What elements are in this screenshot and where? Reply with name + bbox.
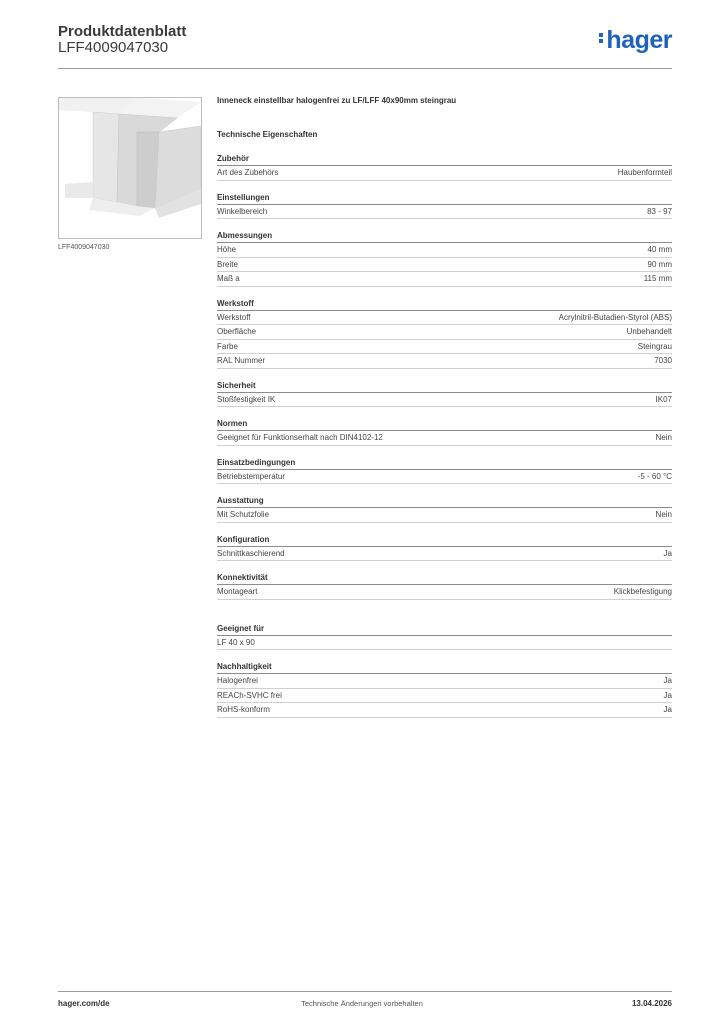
section-title: Normen bbox=[217, 418, 672, 431]
property-row bbox=[217, 166, 672, 181]
property-value: 83 - 97 bbox=[647, 206, 672, 216]
property-row bbox=[217, 508, 672, 523]
document-title: Produktdatenblatt bbox=[58, 23, 187, 40]
property-value: Haubenformteil bbox=[617, 168, 672, 177]
property-label: Betriebstemperatur bbox=[217, 471, 286, 481]
property-row bbox=[217, 636, 672, 651]
property-label: Maß a bbox=[217, 274, 240, 283]
property-label: Höhe bbox=[217, 245, 237, 254]
property-label: Montageart bbox=[217, 587, 258, 596]
property-value: Nein bbox=[655, 433, 672, 442]
property-row bbox=[217, 470, 672, 485]
property-section bbox=[217, 623, 672, 651]
footer-date: 13.04.2026 bbox=[631, 999, 672, 1008]
property-label: Farbe bbox=[217, 341, 238, 351]
property-label: Werkstoff bbox=[217, 312, 251, 322]
property-label: Mit Schutzfolie bbox=[217, 510, 270, 519]
property-value: Ja bbox=[663, 705, 672, 714]
section-title: Einstellungen bbox=[217, 192, 672, 205]
property-value: 115 mm bbox=[643, 274, 672, 283]
header-divider bbox=[58, 68, 672, 69]
property-section bbox=[217, 661, 672, 718]
property-value: 7030 bbox=[654, 356, 672, 365]
properties-panel bbox=[217, 96, 672, 718]
property-label: Geeignet für Funktionserhalt nach DIN4102-12 bbox=[217, 433, 383, 442]
product-name: Inneneck einstellbar halogenfrei zu LF/LFF 40x90mm steingrau bbox=[217, 96, 457, 105]
property-section bbox=[217, 298, 672, 369]
property-section bbox=[217, 418, 672, 446]
property-value: Acrylnitril-Butadien-Styrol (ABS) bbox=[558, 312, 672, 322]
property-row bbox=[217, 311, 672, 326]
property-value: 40 mm bbox=[647, 245, 672, 254]
footer-divider bbox=[58, 991, 672, 992]
property-section bbox=[217, 153, 672, 181]
property-section bbox=[217, 457, 672, 485]
property-label: REACh-SVHC frei bbox=[217, 690, 282, 700]
property-sections bbox=[217, 153, 672, 718]
image-caption: LFF4009047030 bbox=[58, 244, 110, 251]
property-label: Schnittkaschierend bbox=[217, 548, 285, 558]
property-row bbox=[217, 431, 672, 446]
property-value: Ja bbox=[663, 690, 672, 700]
property-section bbox=[217, 230, 672, 287]
property-value: Ja bbox=[663, 676, 672, 685]
property-value: 90 mm bbox=[647, 259, 672, 269]
property-value: Ja bbox=[663, 548, 672, 558]
corner-piece-illustration bbox=[59, 98, 201, 238]
section-title: Zubehör bbox=[217, 153, 672, 166]
property-value: Nein bbox=[655, 510, 672, 519]
property-value: Unbehandelt bbox=[626, 327, 672, 336]
property-row bbox=[217, 325, 672, 340]
property-section bbox=[217, 192, 672, 220]
section-title: Sicherheit bbox=[217, 380, 672, 393]
footer-website: hager.com/de bbox=[58, 999, 110, 1008]
section-title: Konfiguration bbox=[217, 534, 672, 547]
property-row bbox=[217, 674, 672, 689]
property-row bbox=[217, 340, 672, 355]
logo-text: hager bbox=[606, 26, 672, 54]
property-row bbox=[217, 354, 672, 369]
product-image bbox=[58, 97, 202, 239]
property-label: Halogenfrei bbox=[217, 676, 258, 685]
property-label: RAL Nummer bbox=[217, 356, 266, 365]
section-title: Werkstoff bbox=[217, 298, 672, 311]
property-label: Winkelbereich bbox=[217, 206, 268, 216]
section-title: Konnektivität bbox=[217, 572, 672, 585]
property-label: Breite bbox=[217, 259, 238, 269]
property-label: Oberfläche bbox=[217, 327, 257, 336]
section-title: Abmessungen bbox=[217, 230, 672, 243]
property-value: Klickbefestigung bbox=[613, 587, 672, 596]
property-value: Steingrau bbox=[637, 341, 672, 351]
property-section bbox=[217, 534, 672, 562]
property-section bbox=[217, 380, 672, 408]
property-row bbox=[217, 703, 672, 718]
property-row bbox=[217, 689, 672, 704]
property-label: Art des Zubehörs bbox=[217, 168, 279, 177]
property-label: Stoßfestigkeit IK bbox=[217, 394, 276, 404]
footer-note: Technische Änderungen vorbehalten bbox=[301, 999, 423, 1008]
article-number: LFF4009047030 bbox=[58, 39, 169, 56]
tech-properties-heading: Technische Eigenschaften bbox=[217, 130, 318, 139]
property-row bbox=[217, 393, 672, 408]
property-value: IK07 bbox=[655, 394, 672, 404]
property-row bbox=[217, 258, 672, 273]
property-row bbox=[217, 205, 672, 220]
property-value: -5 - 60 °C bbox=[637, 471, 672, 481]
hager-logo bbox=[599, 26, 672, 55]
section-title: Ausstattung bbox=[217, 495, 672, 508]
property-row bbox=[217, 243, 672, 258]
property-label: RoHS-konform bbox=[217, 705, 270, 714]
property-row bbox=[217, 547, 672, 562]
property-section bbox=[217, 495, 672, 523]
property-label: LF 40 x 90 bbox=[217, 637, 255, 647]
section-title: Einsatzbedingungen bbox=[217, 457, 672, 470]
property-row bbox=[217, 272, 672, 287]
property-section bbox=[217, 572, 672, 600]
logo-dots-icon bbox=[599, 31, 604, 45]
section-title: Geeignet für bbox=[217, 623, 672, 636]
property-row bbox=[217, 585, 672, 600]
section-title: Nachhaltigkeit bbox=[217, 661, 672, 674]
